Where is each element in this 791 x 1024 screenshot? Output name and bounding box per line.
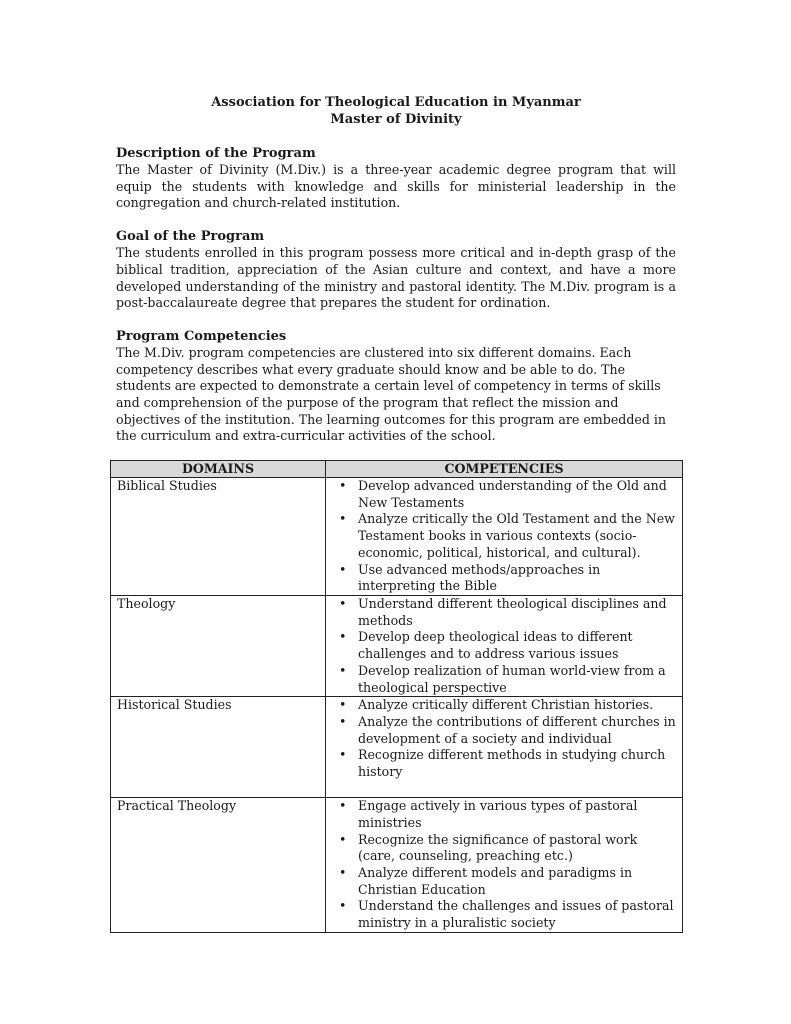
- competency-item: • Develop advanced understanding of the Old and New Testaments: [332, 478, 678, 511]
- domains-column-header: DOMAINS: [111, 461, 326, 478]
- competency-cell: [326, 798, 683, 933]
- table-row: [111, 596, 683, 697]
- competency-item: • Analyze different models and paradigms in Christian Education: [332, 865, 678, 898]
- competency-list: [332, 697, 678, 781]
- description-heading: Description of the Program: [116, 146, 316, 161]
- competency-item: • Recognize the significance of pastoral work (care, counseling, preaching etc.): [332, 832, 678, 865]
- goal-section: [116, 228, 676, 312]
- document-title: Association for Theological Education in Myanmar: [211, 95, 581, 110]
- table-header-row: [111, 461, 683, 478]
- competency-item: • Analyze the contributions of different churches in development of a society and individual: [332, 714, 678, 747]
- description-section: [116, 145, 676, 212]
- domain-cell: Theology: [111, 596, 326, 697]
- competencies-text: The M.Div. program competencies are clustered into six different domains. Each competency describes what every graduate should know and be able to do. The students are expected to demonstrate a certain level of competency in terms of skills and comprehension of the purpose of the program that reflect the mission and objectives of the institution. The learning outcomes for this program are embedded in the curriculum and extra-curricular activities of the school.: [116, 344, 667, 444]
- domain-cell: Historical Studies: [111, 697, 326, 798]
- competency-cell: [326, 596, 683, 697]
- competency-list: [332, 478, 678, 595]
- competencies-heading: Program Competencies: [116, 328, 287, 344]
- competencies-table: [110, 460, 683, 933]
- domain-cell: Practical Theology: [111, 798, 326, 933]
- competencies-column-header: COMPETENCIES: [326, 461, 683, 478]
- competency-cell: [326, 478, 683, 596]
- description-text: The Master of Divinity (M.Div.) is a three-year academic degree program that will equip the students with knowledge and skills for ministerial leadership in the congregation and church-related institution.: [116, 162, 676, 211]
- document-subtitle: Master of Divinity: [330, 112, 462, 127]
- competency-item: • Analyze critically different Christian histories.: [332, 697, 678, 714]
- goal-heading: Goal of the Program: [116, 229, 265, 245]
- table-row: [111, 697, 683, 798]
- competency-item: • Use advanced methods/approaches in interpreting the Bible: [332, 562, 678, 595]
- competencies-section: [116, 328, 676, 445]
- competency-cell: [326, 697, 683, 798]
- competency-item: • Understand the challenges and issues of pastoral ministry in a pluralistic society: [332, 898, 678, 931]
- competency-item: • Understand different theological disciplines and methods: [332, 596, 678, 629]
- document-page: [116, 94, 676, 445]
- competency-item: • Analyze critically the Old Testament and the New Testament books in various contexts (socio-economic, political, historical, and cultural).: [332, 511, 678, 561]
- table-row: [111, 798, 683, 933]
- table-row: [111, 478, 683, 596]
- domain-cell: Biblical Studies: [111, 478, 326, 596]
- competency-list: [332, 596, 678, 696]
- competency-item: • Engage actively in various types of pastoral ministries: [332, 798, 678, 831]
- goal-text: The students enrolled in this program possess more critical and in-depth grasp of the biblical tradition, appreciation of the Asian culture and context, and have a more developed understanding of the ministry and pastoral identity. The M.Div. program is a post-baccalaureate degree that prepares the student for ordination.: [116, 245, 676, 311]
- competency-item: • Develop deep theological ideas to different challenges and to address various issues: [332, 629, 678, 662]
- competency-item: • Develop realization of human world-view from a theological perspective: [332, 663, 678, 696]
- competency-item: • Recognize different methods in studying church history: [332, 747, 678, 780]
- competency-list: [332, 798, 678, 932]
